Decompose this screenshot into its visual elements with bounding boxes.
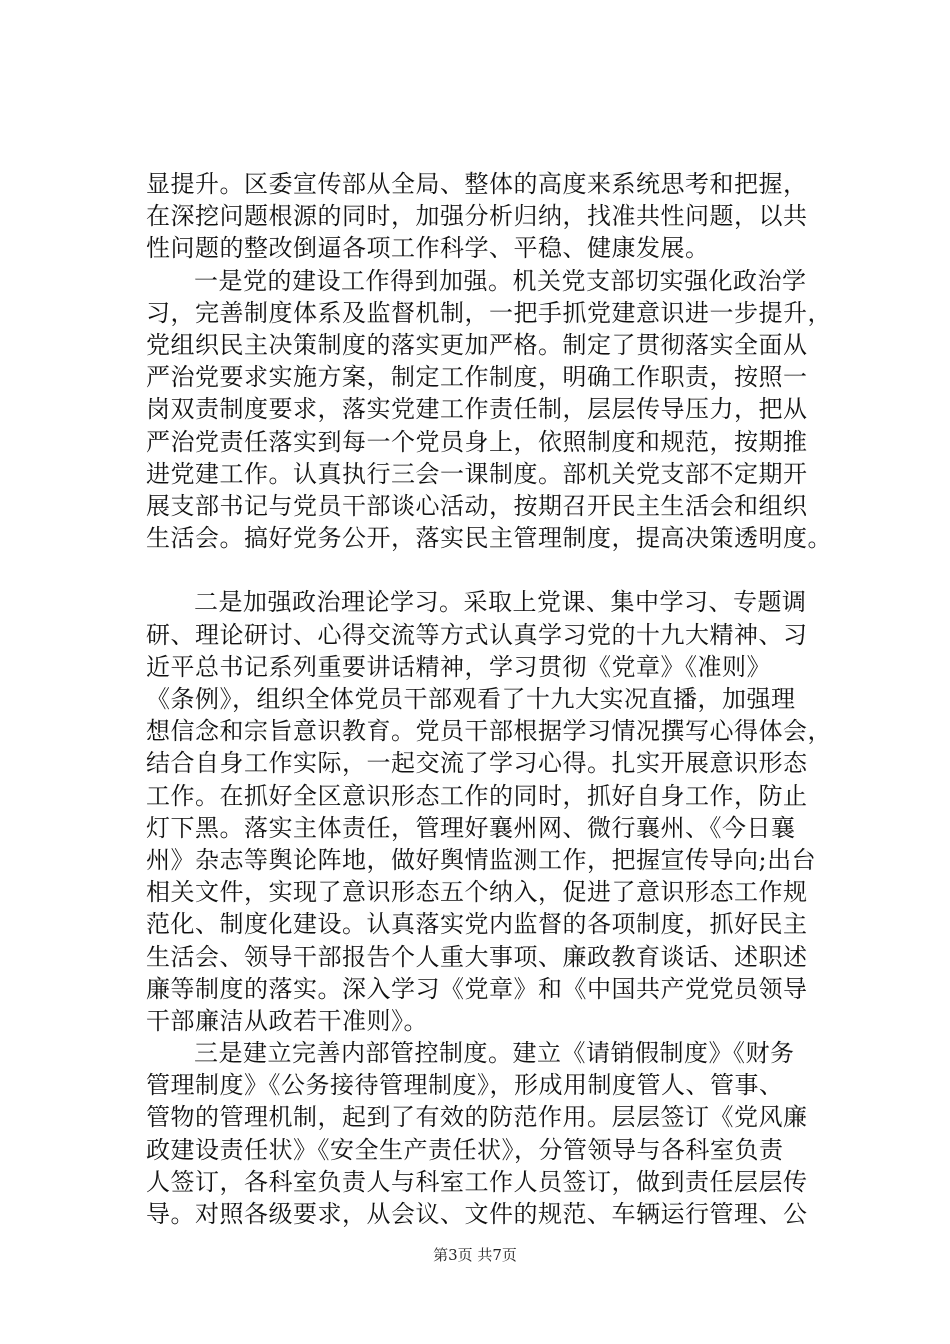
text-line: 近平总书记系列重要讲话精神，学习贯彻《党章》《准则》 xyxy=(146,652,771,681)
text-line: 生活会。搞好党务公开，落实民主管理制度，提高决策透明度。 xyxy=(146,524,832,553)
text-line: 相关文件，实现了意识形态五个纳入，促进了意识形态工作规 xyxy=(146,878,808,907)
text-line: 导。对照各级要求，从会议、文件的规范、车辆运行管理、公 xyxy=(146,1200,808,1228)
text-line: 管物的管理机制，起到了有效的防范作用。层层签订《党风廉 xyxy=(146,1103,808,1132)
text-line: 人签订，各科室负责人与科室工作人员签订，做到责任层层传 xyxy=(146,1167,808,1196)
text-line: 党组织民主决策制度的落实更加严格。制定了贯彻落实全面从 xyxy=(146,330,808,359)
text-line: 政建设责任状》《安全生产责任状》，分管领导与各科室负责 xyxy=(146,1135,784,1164)
text-line: 展支部书记与党员干部谈心活动，按期召开民主生活会和组织 xyxy=(146,491,808,520)
document-body xyxy=(146,168,846,1230)
text-line: 结合自身工作实际，一起交流了学习心得。扎实开展意识形态 xyxy=(146,749,808,778)
text-line: 想信念和宗旨意识教育。党员干部根据学习情况撰写心得体会， xyxy=(146,717,832,746)
text-line: 管理制度》《公务接待管理制度》，形成用制度管人、管事、 xyxy=(146,1071,784,1100)
text-line: 习，完善制度体系及监督机制，一把手抓党建意识进一步提升， xyxy=(146,298,832,327)
text-line: 范化、制度化建设。认真落实党内监督的各项制度，抓好民主 xyxy=(146,910,808,939)
text-line: 一是党的建设工作得到加强。机关党支部切实强化政治学 xyxy=(194,266,807,295)
text-line: 州》杂志等舆论阵地，做好舆情监测工作，把握宣传导向;出台 xyxy=(146,845,817,874)
text-line: 《条例》，组织全体党员干部观看了十九大实况直播，加强理 xyxy=(146,685,796,713)
text-line: 性问题的整改倒逼各项工作科学、平稳、健康发展。 xyxy=(146,234,710,263)
text-line: 廉等制度的落实。深入学习《党章》和《中国共产党党员领导 xyxy=(146,974,808,1003)
page-footer: 第3页 共7页 xyxy=(433,1246,517,1264)
text-line: 工作。在抓好全区意识形态工作的同时，抓好自身工作，防止 xyxy=(146,781,808,810)
blank-line xyxy=(146,554,846,586)
text-line: 显提升。区委宣传部从全局、整体的高度来系统思考和把握， xyxy=(146,170,808,198)
text-line: 严治党要求实施方案，制定工作制度，明确工作职责，按照一 xyxy=(146,363,808,392)
text-line: 生活会、领导干部报告个人重大事项、廉政教育谈话、述职述 xyxy=(146,942,808,971)
text-line: 严治党责任落实到每一个党员身上，依照制度和规范，按期推 xyxy=(146,427,808,456)
text-line: 在深挖问题根源的同时，加强分析归纳，找准共性问题，以共 xyxy=(146,202,808,231)
text-line: 干部廉洁从政若干准则》。 xyxy=(146,1006,428,1035)
text-line: 三是建立完善内部管控制度。建立《请销假制度》《财务 xyxy=(194,1039,795,1068)
text-line: 进党建工作。认真执行三会一课制度。部机关党支部不定期开 xyxy=(146,459,808,488)
text-line: 灯下黑。落实主体责任，管理好襄州网、微行襄州、《今日襄 xyxy=(146,813,796,842)
text-line: 研、理论研讨、心得交流等方式认真学习党的十九大精神、习 xyxy=(146,620,808,649)
text-line: 岗双责制度要求，落实党建工作责任制，层层传导压力，把从 xyxy=(146,395,808,424)
text-line: 二是加强政治理论学习。采取上党课、集中学习、专题调 xyxy=(194,588,807,617)
